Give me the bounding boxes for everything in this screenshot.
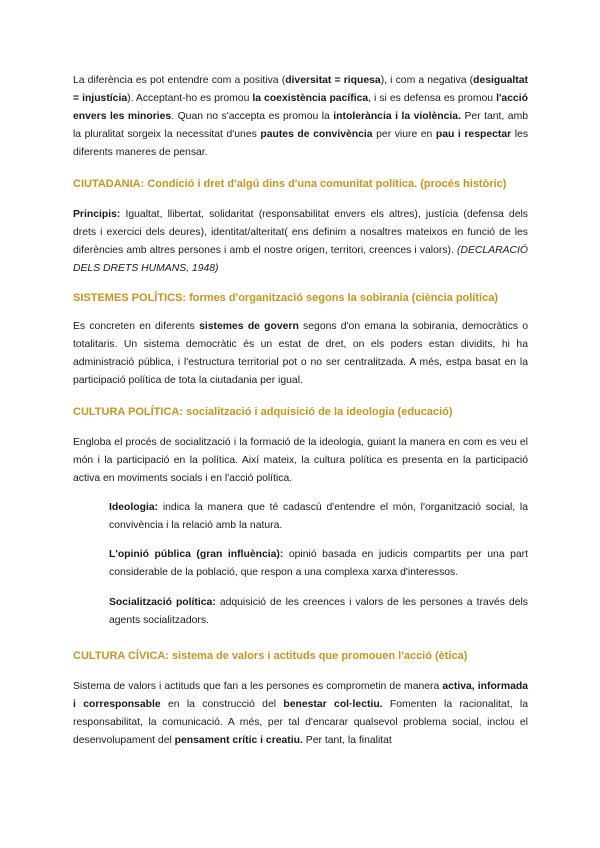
- paragraph-opinio-publica: L'opinió pública (gran influència): opinió basada en judicis compartits per una part considerable de la població, que respon a una complexa xarxa d'interessos.: [109, 549, 528, 578]
- paragraph-sistemes: Es concreten en diferents sistemes de govern segons d'on emana la sobirania, democràtics o totalitaris. Un sistema democràtic és un estat de dret, on els poders estan dividits, hi ha administració pública, i l'estructura territorial pot o no ser centralitzada. A més, estpa basat en la participació política de tota la ciutadania per igual.: [73, 321, 528, 386]
- paragraph-ideologia: Ideologia: indica la manera que té cadascú d'entendre el món, l'organització social, la convivència i la relació amb la natura.: [109, 502, 528, 531]
- heading-cultura-civica: CULTURA CÍVICA: sistema de valors i actituds que promouen l'acció (ètica): [73, 650, 468, 662]
- paragraph-diversity: La diferència es pot entendre com a positiva (diversitat = riquesa), i com a negativa (desigualtat = injustícia). Acceptant-ho es promou la coexistència pacífica, i si es defensa es promou l'acció envers les minories. Quan no s'accepta es promou la intolerància i la violència. Per tant, amb la pluralitat sorgeix la necessitat d'unes pautes de convivència per viure en pau i respectar les diferents maneres de pensar.: [73, 75, 529, 158]
- heading-sistemes-politics: SISTEMES POLÍTICS: formes d'organització segons la sobirania (ciència política): [73, 292, 498, 304]
- paragraph-cultura-civica: Sistema de valors i actituds que fan a les persones es comprometin de manera activa, informada i corresponsable en la construcció del benestar col·lectiu. Fomenten la racionalitat, la responsabilitat, la comunicació. A més, per tal d'encarar qualsevol problema social, inclou el desenvolupament del pensament crític i creatiu. Per tant, la finalitat: [73, 681, 529, 746]
- heading-cultura-politica: CULTURA POLÍTICA: socialització i adquisició de la ideologia (educació): [73, 406, 453, 418]
- paragraph-socialitzacio: Socialització política: adquisició de les creences i valors de les persones a través dels agents socialitzadors.: [109, 597, 528, 626]
- paragraph-principis: Principis: Igualtat, llibertat, solidaritat (responsabilitat envers els altres), justícia (defensa dels drets i exercici dels deures), identitat/alteritat( ens definim a nosaltres mateixos en funció de les diferències amb altres persones i amb el nostre origen, territori, creences i valors). (DECLARACIÓ DELS DRETS HUMANS, 1948): [73, 209, 528, 274]
- heading-ciutadania: CIUTADANIA: Condició i dret d'algú dins d'una comunitat política. (procés històric): [73, 178, 507, 190]
- paragraph-cultura-politica: Engloba el procés de socialització i la formació de la ideologia, guiant la manera en com es veu el món i la participació en la política. Així mateix, la cultura política es presenta en la participació activa en moviments socials i en l'acció política.: [73, 437, 528, 484]
